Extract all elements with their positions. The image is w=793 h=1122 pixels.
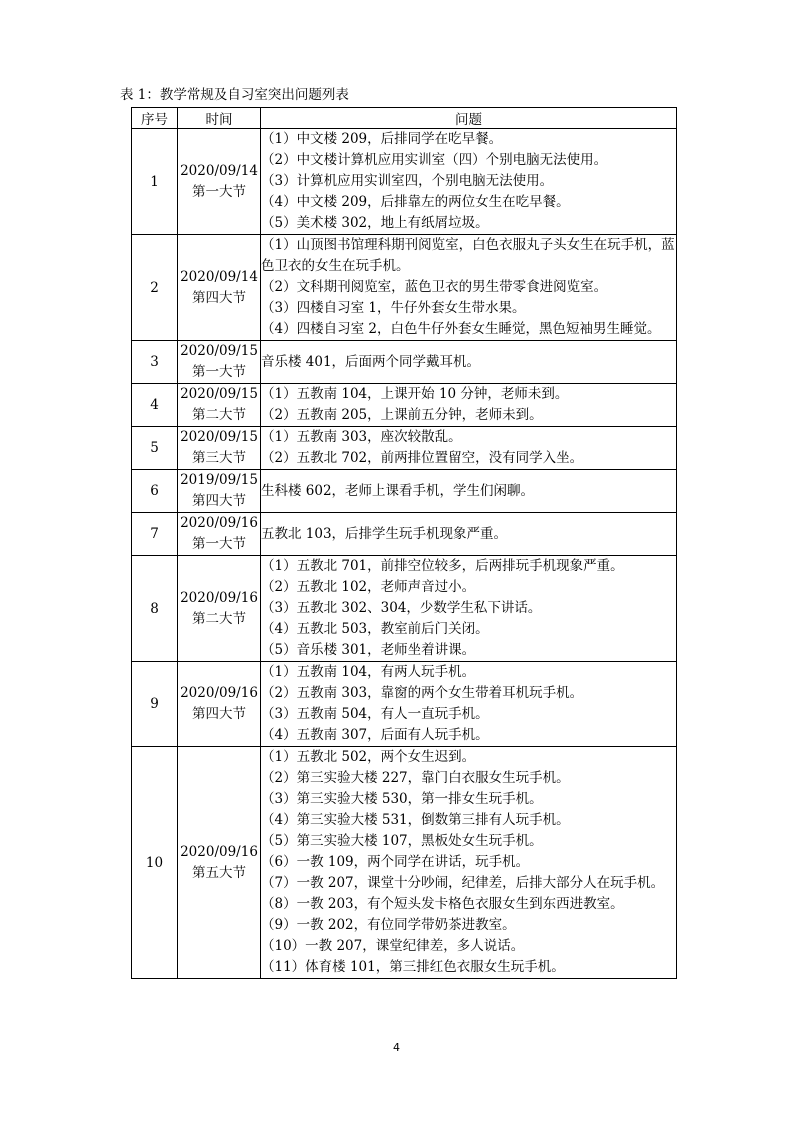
row-index: 3 [132,341,178,384]
row-issues [261,384,677,427]
row-date: 2020/09/15 [180,386,258,402]
issue-item: （1）山顶图书馆理科期刊阅览室，白色衣服丸子头女生在玩手机，蓝色卫衣的女生在玩手机。 [261,237,675,274]
row-time [178,384,261,427]
row-issues [261,662,677,747]
header-issues: 问题 [261,108,677,129]
issue-item: （2）五教北 102，老师声音过小。 [261,579,476,595]
row-issues [261,235,677,341]
row-issues [261,129,677,235]
row-index: 1 [132,129,178,235]
issue-item: （10）一教 207，课堂纪律差，多人说话。 [261,938,525,954]
row-time [178,513,261,556]
issue-item: （2）五教南 205，上课前五分钟，老师未到。 [261,407,543,423]
issue-item: （1）五教南 104，上课开始 10 分钟，老师未到。 [261,386,569,402]
issue-item: （5）音乐楼 301，老师坐着讲课。 [261,642,476,658]
row-period: 第二大节 [192,610,246,627]
header-time: 时间 [178,108,261,129]
row-time [178,341,261,384]
issue-item: 音乐楼 401，后面两个同学戴耳机。 [261,353,481,370]
row-issues [261,556,677,662]
table-row [132,235,677,341]
row-index: 5 [132,427,178,470]
issue-item: （1）五教北 701，前排空位较多，后两排玩手机现象严重。 [261,558,624,574]
issue-item: （4）五教南 307，后面有人玩手机。 [261,727,489,743]
row-period: 第五大节 [192,864,246,881]
issue-item: （3）五教北 302、304，少数学生私下讲话。 [261,600,542,616]
row-period: 第四大节 [192,493,246,509]
issue-item: （2）文科期刊阅览室，蓝色卫衣的男生带零食进阅览室。 [261,279,608,295]
issue-item: （2）五教北 702，前两排位置留空，没有同学入坐。 [261,450,584,466]
row-time [178,235,261,341]
issue-item: （4）四楼自习室 2，白色牛仔外套女生睡觉，黑色短袖男生睡觉。 [261,321,661,337]
row-index: 2 [132,235,178,341]
issues-table [131,107,677,979]
table-row [132,384,677,427]
table-row [132,129,677,235]
table-row [132,662,677,747]
row-index: 6 [132,470,178,513]
row-index: 4 [132,384,178,427]
row-period: 第三大节 [192,450,246,466]
issue-item: （2）五教南 303，靠窗的两个女生带着耳机玩手机。 [261,685,584,701]
row-issues [261,341,677,384]
issue-item: （1）五教南 303，座次较散乱。 [261,429,462,445]
table-row [132,513,677,556]
row-date: 2020/09/14 [180,268,258,285]
issue-item: （7）一教 207，课堂十分吵闹，纪律差，后排大部分人在玩手机。 [261,875,665,891]
row-date: 2020/09/16 [180,843,258,860]
row-period: 第二大节 [192,407,246,423]
table-row [132,747,677,979]
issue-item: （1）中文楼 209，后排同学在吃早餐。 [261,131,503,147]
issue-item: （9）一教 202，有位同学带奶茶进教室。 [261,917,516,933]
issue-item: （4）五教北 503，教室前后门关闭。 [261,621,489,637]
row-time [178,662,261,747]
row-index: 8 [132,556,178,662]
issue-item: （11）体育楼 101，第三排红色衣服女生玩手机。 [261,959,565,975]
row-time [178,556,261,662]
issue-item: （4）中文楼 209，后排靠左的两位女生在吃早餐。 [261,194,570,210]
row-date: 2020/09/15 [180,429,258,445]
row-date: 2020/09/16 [180,515,258,531]
issue-item: （6）一教 109，两个同学在讲话，玩手机。 [261,854,530,870]
row-period: 第四大节 [192,289,246,306]
row-issues [261,427,677,470]
issue-item: （3）第三实验大楼 530，第一排女生玩手机。 [261,791,543,807]
row-issues [261,513,677,556]
issue-item: （3）计算机应用实训室四，个别电脑无法使用。 [261,173,554,189]
table-body [132,129,677,979]
row-time [178,470,261,513]
row-time [178,747,261,979]
row-issues [261,470,677,513]
table-row [132,341,677,384]
row-period: 第一大节 [192,536,246,552]
issue-item: 生科楼 602，老师上课看手机，学生们闲聊。 [261,482,535,499]
row-period: 第一大节 [192,183,246,200]
table-caption: 表 1：教学常规及自习室突出问题列表 [120,87,349,103]
row-index: 7 [132,513,178,556]
issue-item: （2）第三实验大楼 227，靠门白衣服女生玩手机。 [261,770,570,786]
table-row [132,556,677,662]
row-date: 2020/09/16 [180,589,258,606]
issue-item: 五教北 103，后排学生玩手机现象严重。 [261,525,508,542]
table-header-row [132,108,677,129]
row-period: 第四大节 [192,706,246,722]
issue-item: （3）四楼自习室 1，牛仔外套女生带水果。 [261,300,526,316]
table-row [132,470,677,513]
table-row [132,427,677,470]
issue-item: （1）五教北 502，两个女生迟到。 [261,749,476,765]
row-period: 第一大节 [192,364,246,380]
page-number: 4 [393,1041,400,1054]
issue-item: （5）第三实验大楼 107，黑板处女生玩手机。 [261,833,543,849]
row-date: 2020/09/16 [180,685,258,701]
issue-item: （2）中文楼计算机应用实训室（四）个别电脑无法使用。 [261,152,608,168]
issue-item: （8）一教 203，有个短头发卡格色衣服女生到东西进教室。 [261,896,624,912]
issue-item: （1）五教南 104，有两人玩手机。 [261,664,476,680]
row-date: 2020/09/15 [180,343,258,359]
issue-item: （3）五教南 504，有人一直玩手机。 [261,706,489,722]
row-time [178,427,261,470]
row-time [178,129,261,235]
issue-item: （5）美术楼 302，地上有纸屑垃圾。 [261,215,489,231]
row-date: 2019/09/15 [180,472,258,488]
row-issues [261,747,677,979]
row-date: 2020/09/14 [180,162,258,179]
row-index: 9 [132,662,178,747]
issue-item: （4）第三实验大楼 531，倒数第三排有人玩手机。 [261,812,570,828]
row-index: 10 [132,747,178,979]
header-index: 序号 [132,108,178,129]
